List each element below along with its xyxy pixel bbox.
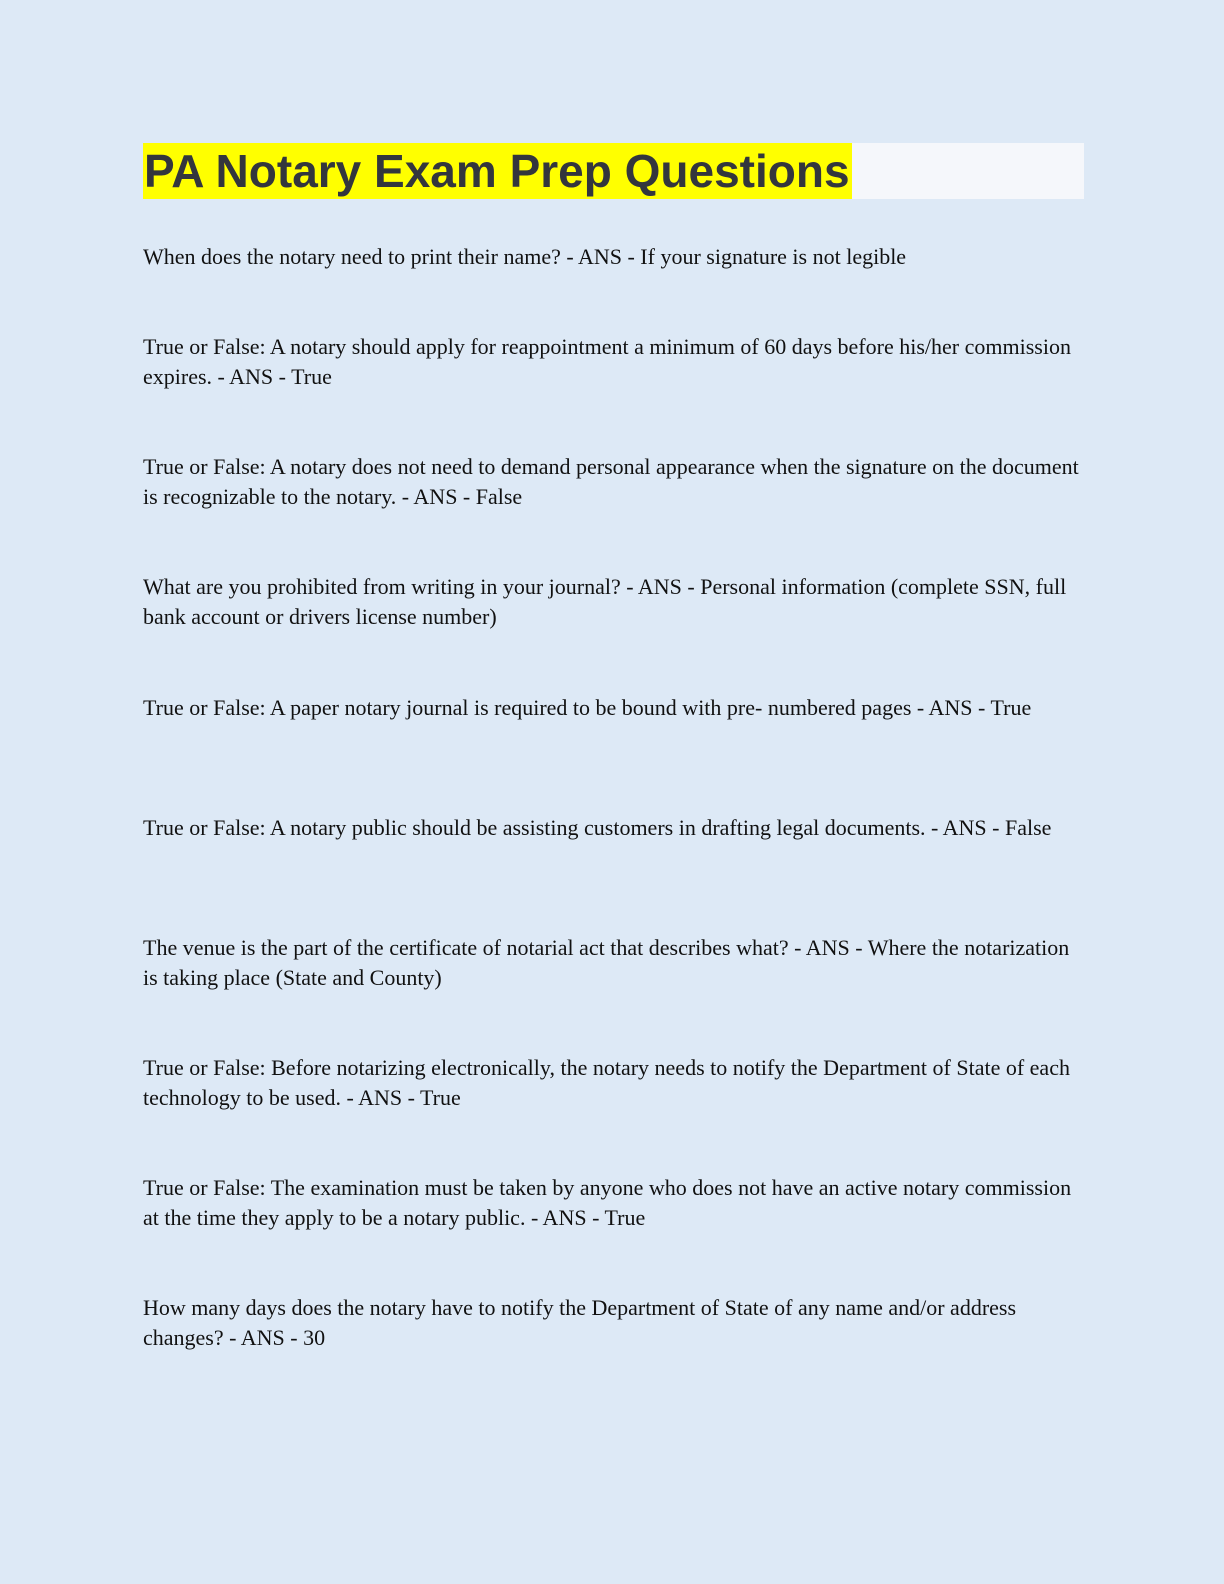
question-item-9: True or False: The examination must be taken by anyone who does not have an active notary commission at the time they apply to be a notary public. - ANS - True [143, 1175, 1072, 1230]
question-item-3: True or False: A notary does not need to demand personal appearance when the signature on the document is recognizable to the notary. - ANS - False [143, 454, 1079, 509]
question-item-1: When does the notary need to print their name? - ANS - If your signature is not legible [143, 244, 907, 269]
document-title: PA Notary Exam Prep Questions [144, 145, 850, 197]
question-item-10: How many days does the notary have to notify the Department of State of any name and/or address changes? - ANS - 30 [143, 1295, 1017, 1350]
question-item-4: What are you prohibited from writing in your journal? - ANS - Personal information (complete SSN, full bank account or drivers license number) [143, 574, 1067, 629]
question-item-6: True or False: A notary public should be assisting customers in drafting legal documents. - ANS - False [143, 815, 1052, 840]
question-item-2: True or False: A notary should apply for reappointment a minimum of 60 days before his/her commission expires. - ANS - True [143, 334, 1071, 389]
question-item-5: True or False: A paper notary journal is required to be bound with pre- numbered pages - ANS - True [143, 695, 1032, 720]
question-item-8: True or False: Before notarizing electronically, the notary needs to notify the Department of State of each technology to be used. - ANS - True [143, 1055, 1070, 1110]
question-item-7: The venue is the part of the certificate of notarial act that describes what? - ANS - Where the notarization is taking place (State and County) [143, 935, 1070, 990]
